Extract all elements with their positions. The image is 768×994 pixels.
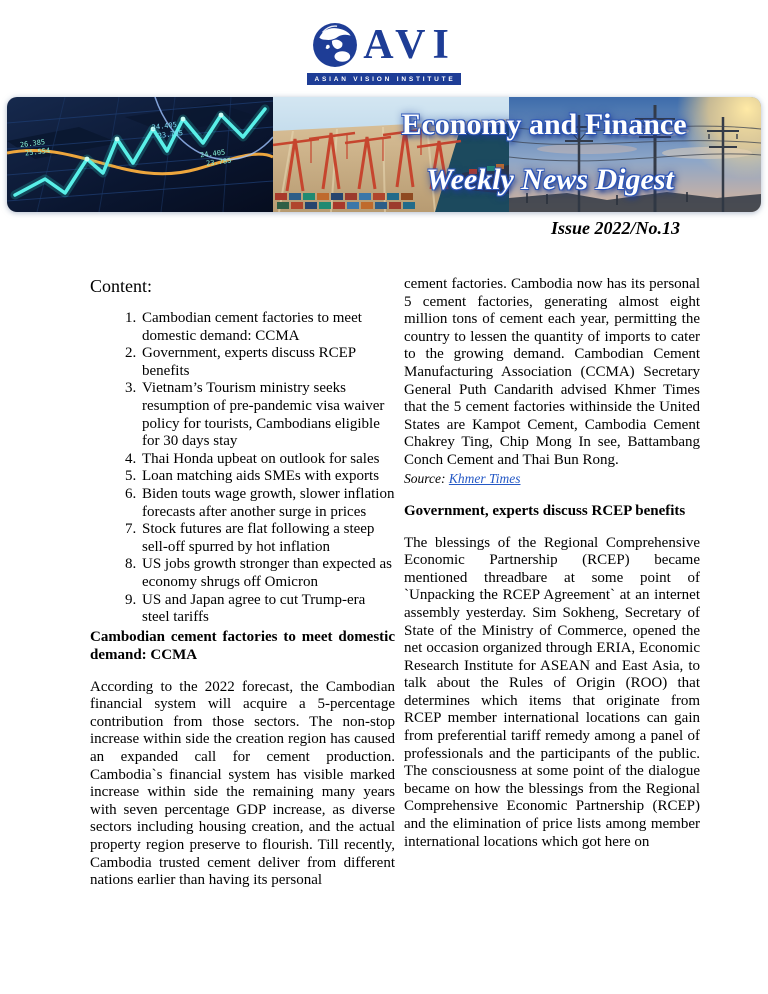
banner-title: Economy and Finance bbox=[401, 108, 687, 141]
toc-item-4: 4. Thai Honda upbeat on outlook for sales bbox=[140, 451, 395, 469]
banner-chart-image bbox=[7, 97, 273, 212]
toc-item-6: 6. Biden touts wage growth, slower inflation forecasts after another surge in prices bbox=[140, 486, 395, 521]
issue-line: Issue 2022/No.13 bbox=[550, 218, 680, 238]
left-column bbox=[90, 276, 395, 890]
svg-text:25.554: 25.554 bbox=[24, 146, 51, 158]
globe-icon bbox=[312, 22, 358, 68]
avi-logo bbox=[0, 22, 768, 86]
article-2-body: The blessings of the Regional Comprehensive Economic Partnership (RCEP) became mentioned threadbare at some point of `Unpacking the RCEP Agreement` at an internet assembly yesterday. Sim Sokheng, Secretary of State of the Ministry of Commerce, opened the net occasion organized through ERIA, Economic Research Institute for ASEAN and East Asia, to talk about the Rules of Origin (ROO) that determines which items that originate from RCEP member international locations can gain from preferential tariff remedy among a panel of professionals and the participants of the public. The consciousness at some point of the dialogue became on how the blessings from the Regional Comprehensive Economic Partnership (RCEP) and the elimination of price lists among member international locations which got here on bbox=[404, 534, 700, 850]
toc-list bbox=[90, 310, 395, 627]
banner-subtitle: Weekly News Digest bbox=[426, 163, 674, 196]
body-columns bbox=[90, 276, 700, 890]
avi-acronym: AVI bbox=[363, 22, 456, 68]
source-line bbox=[404, 471, 700, 487]
avi-subtitle-bar: ASIAN VISION INSTITUTE bbox=[307, 73, 460, 85]
banner bbox=[7, 97, 761, 212]
toc-item-1: 1. Cambodian cement factories to meet domestic demand: CCMA bbox=[140, 310, 395, 345]
svg-text:24.405: 24.405 bbox=[199, 148, 226, 160]
source-label: Source: bbox=[404, 470, 446, 486]
svg-text:26.385: 26.385 bbox=[19, 138, 46, 150]
article-1-heading: Cambodian cement factories to meet domestic demand: CCMA bbox=[90, 628, 395, 663]
source-link-khmer-times[interactable]: Khmer Times bbox=[448, 470, 521, 486]
toc-item-8: 8. US jobs growth stronger than expected as economy shrugs off Omicron bbox=[140, 556, 395, 591]
article-1-body-left: According to the 2022 forecast, the Cambodian financial system will acquire a 5-percentage contribution from those sectors. The non-stop increase within side the creation region has caused an expanded call for cement production. Cambodia`s financial system has visible marked increase within side the remaining many years with seven percentage GDP increase, as diverse sectors including housing creation, and the actual property region preserve to flourish. Till recently, Cambodia trusted cement deliver from different nations earlier than having its personal bbox=[90, 678, 395, 889]
right-column bbox=[404, 276, 700, 890]
svg-text:24.405: 24.405 bbox=[151, 120, 178, 132]
toc-item-5: 5. Loan matching aids SMEs with exports bbox=[140, 468, 395, 486]
toc-item-2: 2. Government, experts discuss RCEP benefits bbox=[140, 345, 395, 380]
article-2-heading: Government, experts discuss RCEP benefits bbox=[404, 502, 686, 519]
toc-item-7: 7. Stock futures are flat following a steep sell-off spurred by hot inflation bbox=[140, 521, 395, 556]
svg-text:23.785: 23.785 bbox=[205, 156, 232, 168]
svg-text:23.785: 23.785 bbox=[157, 129, 184, 141]
toc-item-9: 9. US and Japan agree to cut Trump-era steel tariffs bbox=[140, 592, 395, 627]
content-heading: Content: bbox=[90, 276, 152, 296]
toc-item-3: 3. Vietnam’s Tourism ministry seeks resumption of pre-pandemic visa waiver policy for tourists, Cambodians eligible for 30 days stay bbox=[140, 380, 395, 450]
article-1-body-continued: cement factories. Cambodia now has its personal 5 cement factories, generating almost eight million tons of cement each year, permitting the country to lessen the quantity of imports to cater to the growing demand. Cambodian Cement Manufacturing Association (CCMA) Secretary General Puth Candarith advised Khmer Times that the 5 cement factories withinside the United States are Kampot Cement, Cambodia Cement Chakrey Ting, Chip Mong In see, Battambang Conch Cement and Thai Bun Rong. bbox=[404, 276, 700, 468]
